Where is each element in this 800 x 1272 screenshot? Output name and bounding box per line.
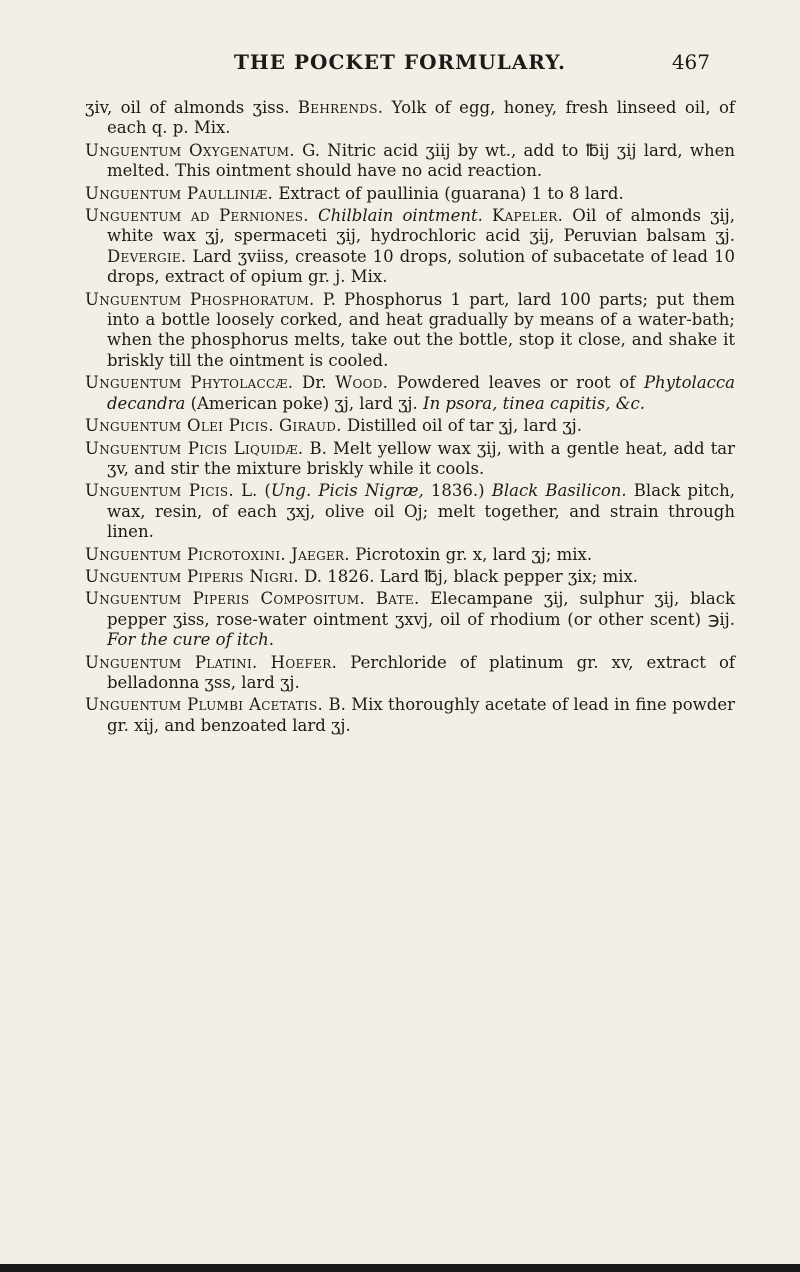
italic-note: Chilblain ointment. (317, 206, 483, 226)
formulary-entry (85, 416, 735, 436)
author-name: Giraud. (279, 416, 342, 436)
entry-heading: Unguentum Phosphoratum. (85, 289, 315, 309)
entry-heading: Unguentum Oxygenatum. (85, 140, 295, 160)
formulary-entry (85, 439, 735, 480)
entry-text: Powdered leaves or root of (388, 373, 644, 393)
entry-text: Extract of paullinia (guarana) 1 to 8 lard. (273, 183, 624, 203)
entry-text: Elecampane ʒij, sulphur ʒij, black pepper ʒiss, rose-water ointment ʒxvj, oil of rhodium (or other scent) ℈ij. (107, 589, 736, 629)
formulary-entry (85, 589, 735, 650)
formulary-entries (85, 98, 735, 738)
formulary-entry (85, 373, 735, 414)
entry-text: (American poke) ʒj, lard ʒj. (185, 393, 424, 413)
entry-text (309, 206, 318, 225)
entry-text: L. ( (233, 481, 271, 501)
author-name: Bate. (375, 589, 420, 609)
page-header (0, 50, 800, 80)
entry-text: Yolk of egg, honey, fresh linseed oil, of each q. p. Mix. (107, 98, 735, 138)
author-name: Devergie. (107, 246, 187, 266)
page-number: 467 (671, 50, 710, 74)
entry-text: D. 1826. Lard ℔j, black pepper ʒix; mix. (298, 566, 639, 586)
entry-text: Picrotoxin gr. x, lard ʒj; mix. (349, 544, 593, 564)
italic-note: In psora, tinea capitis, &c. (423, 393, 645, 413)
italic-note: Phytolacca decandra (107, 373, 735, 413)
formulary-entry (85, 481, 735, 542)
entry-text: B. Mix thoroughly acetate of lead in fine powder gr. xij, and benzoated lard ʒj. (107, 695, 735, 735)
entry-heading: Unguentum Phytolaccæ. (85, 373, 294, 393)
formulary-entry (85, 141, 735, 182)
entry-heading: Unguentum Olei Picis. (85, 416, 274, 436)
entry-text: B. Melt yellow wax ʒij, with a gentle heat, add tar ʒv, and stir the mixture briskly while it cools. (107, 438, 735, 478)
formulary-entry (85, 290, 735, 372)
formulary-entry (85, 98, 735, 139)
entry-text: Perchloride of platinum gr. xv, extract of belladonna ʒss, lard ʒj. (107, 652, 735, 692)
entry-text (365, 589, 376, 608)
author-name: Wood. (335, 373, 389, 393)
entry-text (483, 206, 492, 225)
italic-note: Ung. Picis Nigræ, (270, 481, 424, 501)
running-title: THE POCKET FORMULARY. (234, 50, 566, 74)
italic-note: Black Basilicon. (491, 481, 627, 501)
entry-heading: Unguentum Paulliniæ. (85, 183, 274, 203)
formulary-entry (85, 545, 735, 565)
entry-heading: Unguentum Plumbi Acetatis. (85, 695, 324, 715)
formulary-entry (85, 653, 735, 694)
author-name: Kapeler. (491, 206, 564, 226)
formulary-entry (85, 206, 735, 288)
entry-text: 1836.) (423, 481, 492, 501)
entry-text (258, 653, 271, 672)
formulary-entry (85, 695, 735, 736)
author-name: Behrends. (297, 98, 384, 117)
entry-text: Black pitch, wax, resin, of each ʒxj, olive oil Oj; melt together, and strain through linen. (107, 481, 735, 542)
author-name: Hoefer. (270, 652, 338, 672)
entry-heading: Unguentum Piperis Nigri. (85, 566, 299, 586)
author-name: Jaeger. (291, 544, 350, 564)
entry-heading: Unguentum Picrotoxini. (85, 544, 286, 564)
entry-text: Oil of almonds ʒij, white wax ʒj, spermaceti ʒij, hydrochloric acid ʒij, Peruvian balsam ʒj. (107, 206, 736, 246)
entry-text: Distilled oil of tar ʒj, lard ʒj. (341, 416, 583, 436)
formulary-entry (85, 184, 735, 204)
entry-text: Dr. (293, 373, 336, 393)
entry-text: ʒiv, oil of almonds ʒiss. (85, 98, 298, 117)
entry-heading: Unguentum ad Perniones. (85, 206, 309, 226)
italic-note: For the cure of itch. (107, 630, 274, 650)
entry-text: Lard ʒviiss, creasote 10 drops, solution of subacetate of lead 10 drops, extract of opium gr. j. Mix. (107, 246, 735, 287)
page-bottom-edge (0, 1264, 800, 1272)
entry-text: P. Phosphorus 1 part, lard 100 parts; put them into a bottle loosely corked, and heat gradually by means of a water-bath; when the phosphorus melts, take out the bottle, stop it close, and shake it briskly till the ointment is cooled. (107, 289, 735, 370)
entry-heading: Unguentum Picis Liquidæ. (85, 438, 304, 458)
entry-heading: Unguentum Piperis Compositum. (85, 589, 366, 609)
formulary-entry (85, 567, 735, 587)
entry-heading: Unguentum Picis. (85, 481, 234, 501)
entry-text: G. Nitric acid ʒiij by wt., add to ℔ij ʒij lard, when melted. This ointment should have no acid reaction. (107, 140, 735, 181)
entry-heading: Unguentum Platini. (85, 652, 258, 672)
